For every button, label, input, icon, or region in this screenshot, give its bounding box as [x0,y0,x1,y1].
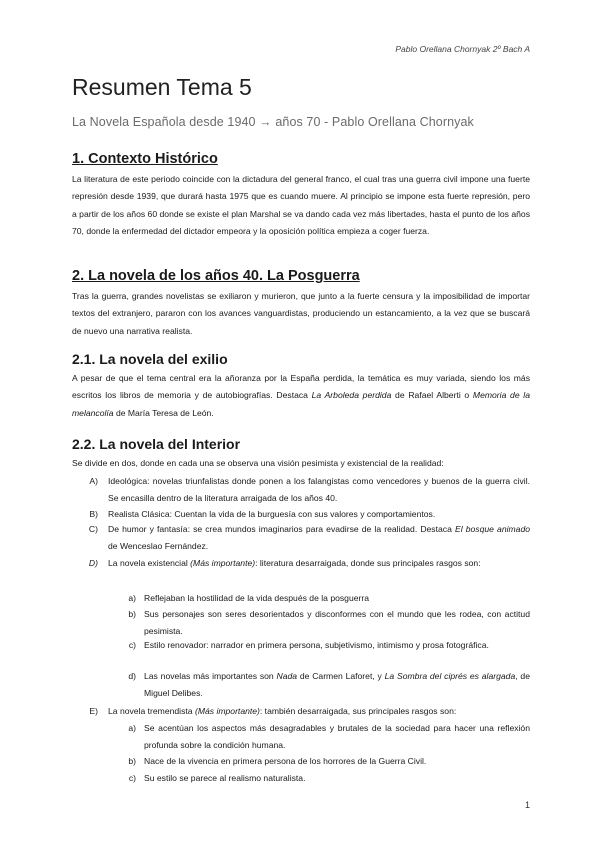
heading-novela-40: 2. La novela de los años 40. La Posguerra [72,268,360,284]
heading-novela-exilio: 2.1. La novela del exilio [72,351,228,367]
work-title: La Sombra del ciprés es alargada [384,671,516,681]
sub-list-item [128,720,530,755]
work-title: La Arboleda perdida [311,390,392,401]
sub-list-item-text: Reflejaban la hostilidad de la vida después de la posguerra [144,593,370,603]
sub-list-item-text: Se acentúan los aspectos más desagradables y brutales de la sociedad para hacer una reflexión profunda sobre la condición humana. [144,723,530,751]
sub-list-marker: a) [128,723,136,733]
text-run: : también desarraigada, sus principales rasgos son: [259,706,457,716]
list-marker: B) [89,509,98,519]
work-title: Nada [276,671,298,681]
heading-novela-interior: 2.2. La novela del Interior [72,436,241,452]
paragraph-exilio [72,370,530,422]
text-run: : literatura desarraigada, donde sus principales rasgos son: [255,558,481,568]
sub-list-marker: c) [128,640,136,650]
paragraph-contexto: La literatura de este periodo coincide con la dictadura del general franco, el cual tras una guerra civil impone una fuerte represión desde 1939, que durará hasta 1975 que es cuando muere. Al principio se impone esta fuerte represión, pero a partir de los años 60 donde se existe el plan Marshal se va dando cada vez más libertades, hasta el punto de los años 70, donde la enfermedad del dictador empeora y la oposición política empieza a coger fuerza. [72,174,530,236]
sub-list-item [128,753,530,770]
heading-contexto-historico: 1. Contexto Histórico [72,151,218,167]
sub-list-item-text: Sus personajes son seres desorientados y disconformes con el mundo que les rodea, con actitud pesimista. [144,609,530,637]
importance-note: (Más importante) [194,706,260,716]
list-marker: A) [89,476,98,486]
text-run: De humor y fantasía: se crea mundos imaginarios para evadirse de la realidad. Destaca [108,524,455,534]
text-run: , de Miguel Delibes. [144,671,530,699]
sub-list-item [128,637,530,654]
page-number: 1 [524,800,530,810]
sub-list-marker: d) [128,671,136,681]
list-item [88,555,530,572]
list-item [89,473,530,508]
sub-list-marker: b) [128,756,136,766]
sub-list-item [128,590,530,607]
sub-list-item-text: Estilo renovador: narrador en primera persona, subjetivismo, intimismo y prosa fotográfica. [144,640,489,650]
document-title: Resumen Tema 5 [72,74,252,100]
text-run: A pesar de que el tema central era la añoranza por la España perdida, la temática es muy variada, siendo los más escritos los libros de memoria y de autobiografías. Destaca [72,373,530,401]
sub-list-item-text: Su estilo se parece al realismo naturalista. [144,773,306,783]
sub-list-marker: a) [128,593,136,603]
list-item [89,703,530,720]
text-run: de María Teresa de León. [113,407,214,418]
text-run: de Rafael Alberti o [391,390,473,401]
importance-note: (Más importante) [190,558,256,568]
sub-list-item-text: Nace de la vivencia en primera persona de los horrores de la Guerra Civil. [144,756,427,766]
list-marker: C) [88,524,98,534]
list-item-text: Realista Clásica: Cuentan la vida de la burguesía con sus valores y comportamientos. [108,509,436,519]
work-title: El bosque animado [454,524,531,534]
text-run: La novela tremendista [108,706,195,716]
text-run: de Carmen Laforet, y [297,671,385,681]
sub-list-marker: c) [128,773,136,783]
text-run: Las novelas más importantes son [144,671,277,681]
text-run: La novela existencial [108,558,191,568]
text-run: de Wenceslao Fernández. [108,541,209,552]
sub-list-marker: b) [128,609,136,619]
list-item-text: Ideológica: novelas triunfalistas donde ponen a los falangistas como vencedores y buenos de la guerra civil. Se encasilla dentro de la literatura arraigada de los años 40. [108,476,530,504]
list-marker: D) [88,558,98,568]
header-author: Pablo Orellana Chornyak 2º Bach A [395,44,530,54]
sub-list-item [128,770,530,787]
sub-list-item [128,606,530,641]
list-item [88,521,531,556]
sub-list-item [128,668,530,703]
work-title: Memoria de la melancolía [72,390,530,418]
list-marker: E) [89,706,98,716]
paragraph-posguerra: Tras la guerra, grandes novelistas se exiliaron y murieron, que junto a la fuerte censura y la imposibilidad de importar textos del extranjero, pararon con los avances vanguardistas, produciendo un estancamiento, a la vez que se buscará de nuevo una narrativa realista. [72,291,530,336]
document-subtitle: La Novela Española desde 1940 → años 70 - Pablo Orellana Chornyak [72,115,474,129]
paragraph-interior-intro: Se divide en dos, donde en cada una se observa una visión pesimista y existencial de la realidad: [72,458,444,468]
